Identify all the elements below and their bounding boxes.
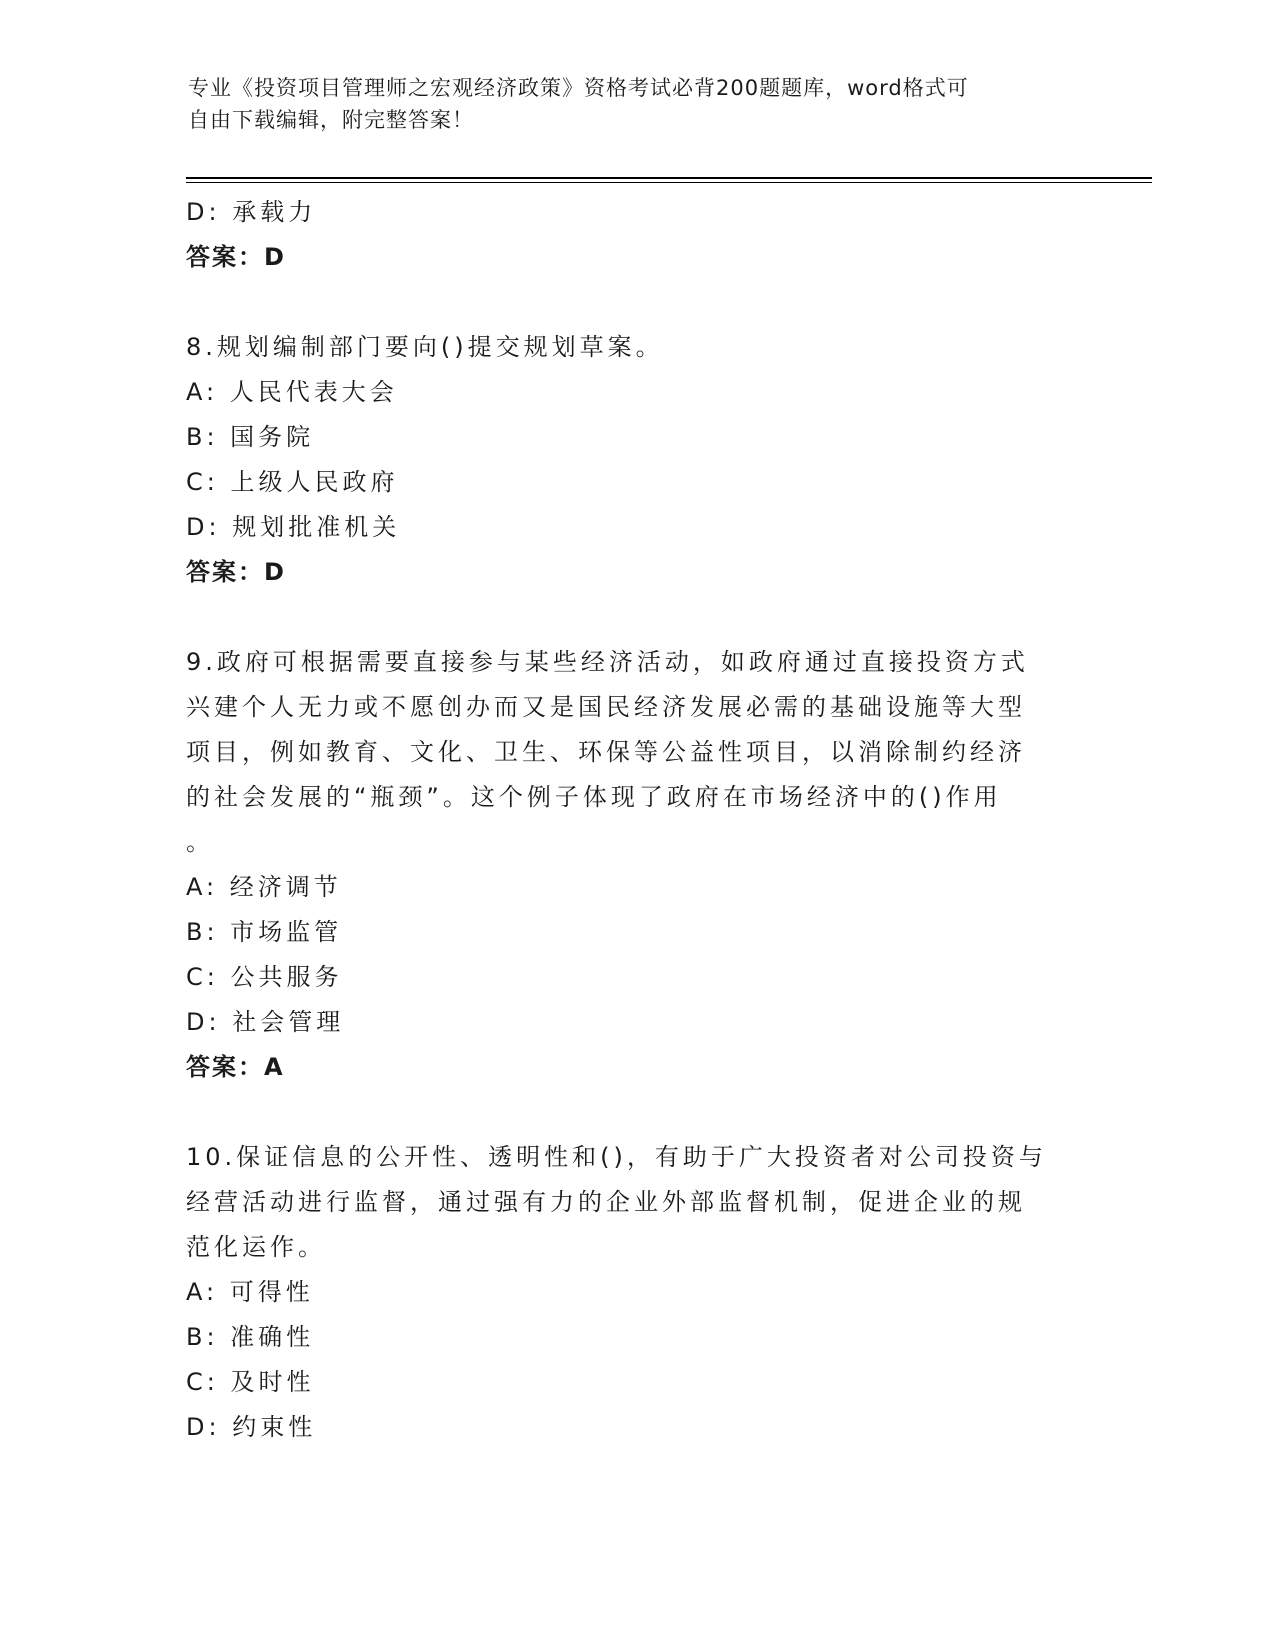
option-b: B: 国务院 [186,423,315,451]
question-text-line-1: 9.政府可根据需要直接参与某些经济活动，如政府通过直接投资方式 [186,648,1029,676]
option-d: D: 承载力 [186,198,317,226]
question-text-line-2: 经营活动进行监督，通过强有力的企业外部监督机制，促进企业的规 [186,1188,1026,1216]
header-line-1: 专业《投资项目管理师之宏观经济政策》资格考试必背200题题库，word格式可 [188,76,969,100]
question-8 [186,325,1086,595]
question-10 [186,1135,1086,1450]
question-9 [186,640,1086,1090]
option-b: B: 市场监管 [186,918,343,946]
option-c: C: 及时性 [186,1368,315,1396]
header-line-2: 自由下载编辑，附完整答案！ [188,108,474,132]
option-d: D: 规划批准机关 [186,513,401,541]
option-a: A: 可得性 [186,1278,314,1306]
header-rule-thin [186,182,1152,183]
option-a: A: 经济调节 [186,873,342,901]
question-list [186,190,1086,1450]
header-rule-thick [186,177,1152,179]
option-a: A: 人民代表大会 [186,378,398,406]
question-text-line-5: 。 [186,828,214,856]
previous-question-tail [186,190,1086,280]
option-c: C: 公共服务 [186,963,343,991]
question-text-line-3: 项目，例如教育、文化、卫生、环保等公益性项目，以消除制约经济 [186,738,1026,766]
option-d: D: 社会管理 [186,1008,345,1036]
option-d: D: 约束性 [186,1413,317,1441]
question-text-line-2: 兴建个人无力或不愿创办而又是国民经济发展必需的基础设施等大型 [186,693,1026,721]
answer: 答案：D [186,243,286,271]
option-c: C: 上级人民政府 [186,468,399,496]
question-text: 8.规划编制部门要向()提交规划草案。 [186,333,664,361]
question-text-line-4: 的社会发展的“瓶颈”。这个例子体现了政府在市场经济中的()作用 [186,783,1002,811]
answer: 答案：D [186,558,286,586]
question-text-line-1: 10.保证信息的公开性、透明性和()，有助于广大投资者对公司投资与 [186,1143,1047,1171]
answer: 答案：A [186,1053,285,1081]
question-text-line-3: 范化运作。 [186,1233,326,1261]
option-b: B: 准确性 [186,1323,315,1351]
document-header [188,72,1068,136]
